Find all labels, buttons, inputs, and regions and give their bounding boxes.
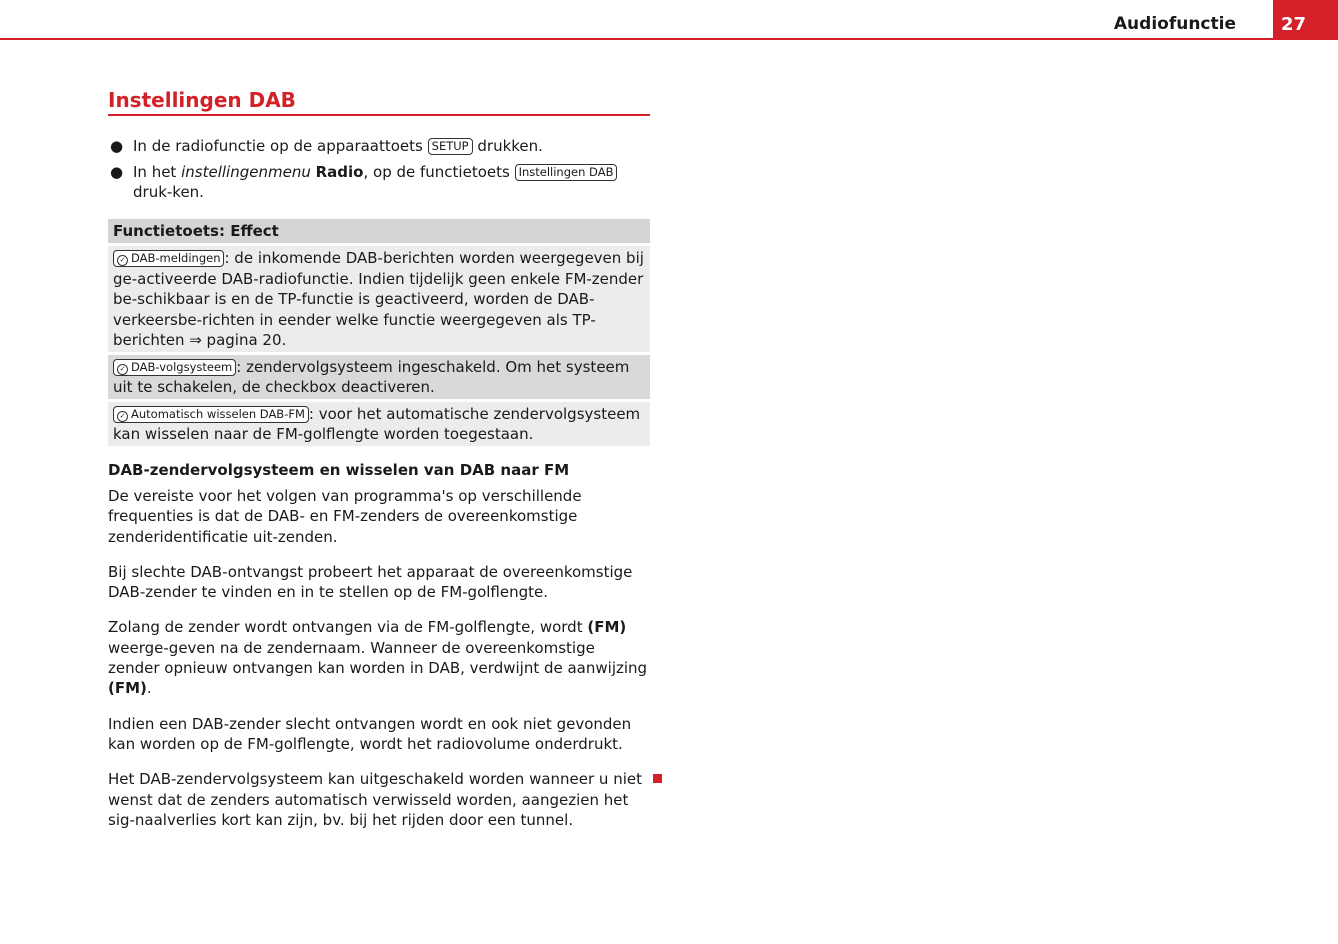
paragraph-weak-reception: Bij slechte DAB-ontvangst probeert het apparaat de overeenkomstige DAB-zender te vinden en in te stellen op de FM-golflengte. — [108, 562, 633, 602]
setup-key[interactable]: SETUP — [428, 138, 473, 155]
paragraph-disable: Het DAB-zendervolgsysteem kan uitgeschakeld worden wanneer u niet wenst dat de zenders automatisch verwisseld worden, aangezien het sig-naalverlies kort kan zijn, bv. bij het rijden door een tunnel. — [108, 770, 642, 829]
check-circle-icon: ✓ — [117, 411, 128, 422]
dab-meldingen-key[interactable]: ✓ DAB-meldingen — [113, 250, 224, 267]
dab-volgsysteem-key[interactable]: ✓ DAB-volgsysteem — [113, 359, 236, 376]
automatisch-wisselen-key[interactable]: ✓ Automatisch wisselen DAB-FM — [113, 406, 309, 423]
section-end-marker — [653, 774, 662, 783]
list-item-text: In het instellingenmenu Radio, op de functietoets Instellingen DAB druk-ken. — [133, 162, 650, 203]
instellingen-dab-key[interactable]: Instellingen DAB — [515, 164, 618, 181]
paragraph-requirement: De vereiste voor het volgen van programma's op verschillende frequenties is dat de DAB- en FM-zenders de overeenkomstige zenderidentificatie uit-zenden. — [108, 487, 582, 546]
section-title: Instellingen DAB — [108, 88, 650, 116]
table-header: Functietoets: Effect — [108, 219, 650, 244]
function-table — [108, 219, 650, 446]
page-number-badge: 27 — [1273, 0, 1338, 40]
bullet-icon: ● — [110, 137, 124, 155]
paragraph-volume-mute: Indien een DAB-zender slecht ontvangen wordt en ook niet gevonden kan worden op de FM-golflengte, wordt het radiovolume onderdrukt. — [108, 714, 632, 753]
table-row: ✓ DAB-volgsysteem : zendervolgsysteem ingeschakeld. Om het systeem uit te schakelen, de checkbox deactiveren. — [108, 355, 650, 399]
fm-indicator: (FM) — [587, 618, 627, 637]
header-rule — [0, 38, 1338, 40]
chapter-title: Audiofunctie — [1113, 14, 1236, 34]
table-row: ✓ Automatisch wisselen DAB-FM : voor het automatische zendervolgsysteem kan wisselen naar de FM-golflengte worden toegestaan. — [108, 402, 650, 446]
subheading: DAB-zendervolgsysteem en wisselen van DAB naar FM — [108, 460, 570, 479]
list-item — [108, 162, 650, 203]
check-circle-icon: ✓ — [117, 255, 128, 266]
main-column — [108, 88, 650, 830]
list-item — [108, 136, 650, 157]
table-row: ✓ DAB-meldingen : de inkomende DAB-berichten worden weergegeven bij ge-activeerde DAB-radiofunctie. Indien tijdelijk geen enkele FM-zender be-schikbaar is en de TP-functie is geactiveerd, worden de DAB-verkeersbe-richten in eender welke functie weergegeven als TP-berichten ⇒ pagina 20. — [108, 246, 650, 352]
fm-indicator: (FM) — [108, 679, 147, 698]
paragraph-fm-indicator: Zolang de zender wordt ontvangen via de FM-golflengte, wordt (FM) weerge-geven na de zendernaam. Wanneer de overeenkomstige zender opnieuw ontvangen kan worden in DAB, verdwijnt de aanwijzing (FM). — [108, 618, 648, 698]
bullet-icon: ● — [110, 162, 124, 181]
menu-name: instellingenmenu — [181, 162, 311, 181]
menu-radio: Radio — [315, 162, 364, 181]
check-circle-icon: ✓ — [117, 364, 128, 375]
instruction-list — [108, 136, 650, 203]
list-item-text: In de radiofunctie op de apparaattoets SETUP drukken. — [133, 137, 543, 155]
